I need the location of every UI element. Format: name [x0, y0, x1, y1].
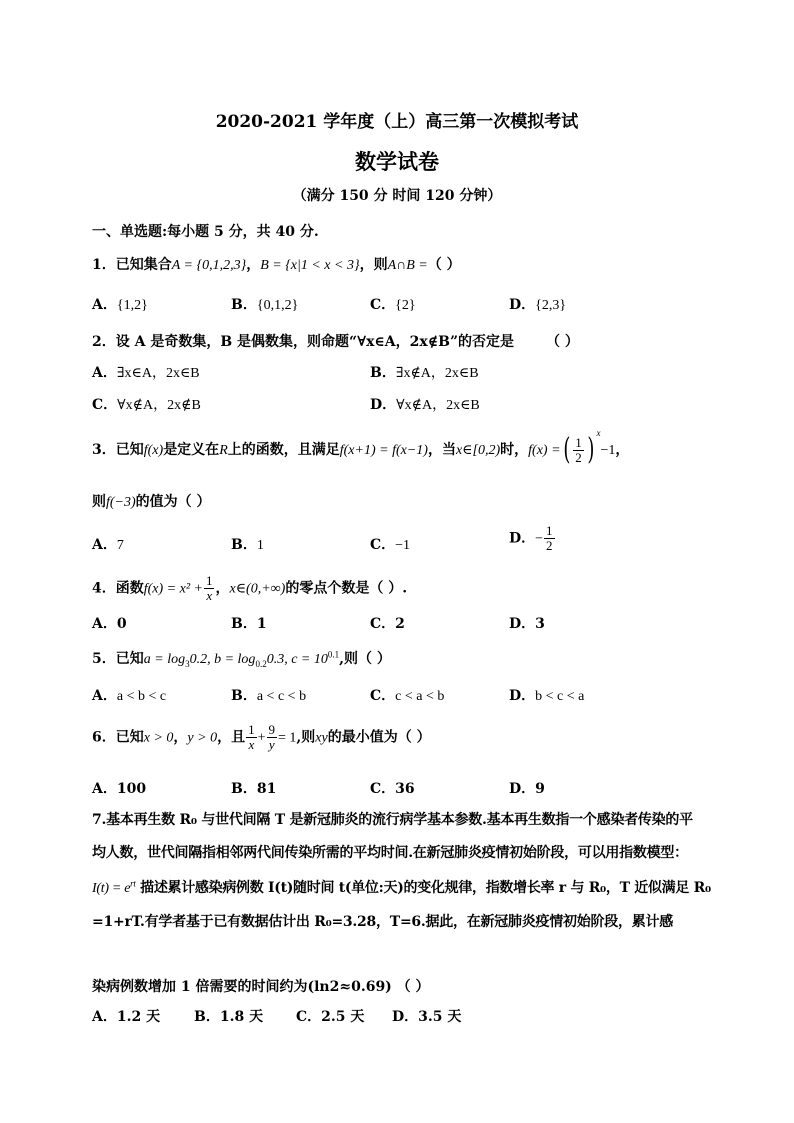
question-2-stem: 2．设 A 是奇数集，B 是偶数集，则命题“∀x∈A，2x∉B”的否定是 （ ）: [92, 334, 579, 350]
q2-option-c: C．∀x∉A，2x∉B: [92, 397, 201, 413]
question-7-line2: 均人数，世代间隔指相邻两代间传染所需的平均时间.在新冠肺炎疫情初始阶段，可以用指数模型：: [92, 845, 688, 861]
q6-option-a: A．100: [92, 781, 147, 797]
q7-option-b: B．1.8 天: [194, 1009, 264, 1025]
q3-option-b: B．1: [231, 537, 264, 553]
question-3-line2: 则f(−3)的值为（ ）: [92, 494, 211, 510]
question-6-stem: 6．已知x > 0，y > 0，且 $\frac{1}{x}$ + $\frac{9}{y}$ = 1,则xy的最小值为（ ）: [92, 722, 431, 752]
question-7-line4: =1+rT.有学者基于已有数据估计出 R₀=3.28，T=6.据此，在新冠肺炎疫情初始阶段，累计感: [92, 914, 674, 930]
question-7-line1: 7.基本再生数 R₀ 与世代间隔 T 是新冠肺炎的流行病学基本参数.基本再生数指一个感染者传染的平: [92, 812, 693, 828]
q2-option-d: D．∀x∉A，2x∈B: [370, 397, 480, 413]
q1-option-c: C．{2}: [370, 297, 416, 313]
q4-option-b: B．1: [231, 616, 267, 632]
q7-option-c: C．2.5 天: [296, 1009, 365, 1025]
q5-option-c: C．c < a < b: [370, 688, 445, 704]
q4-option-c: C．2: [370, 616, 405, 632]
exam-info: （满分 150 分 时间 120 分钟）: [292, 188, 502, 204]
q7-option-d: D．3.5 天: [392, 1009, 462, 1025]
question-7-line3: $I(t) = e^{rt}$ 描述累计感染病例数 I(t)随时间 t(单位:天)的变化规律，指数增长率 r 与 R₀，T 近似满足 R₀: [92, 878, 711, 896]
exam-subject: 数学试卷: [355, 149, 439, 174]
q3-option-d: D．− $\frac{1}{2}$: [509, 523, 553, 553]
q5-option-b: B．a < c < b: [231, 688, 307, 704]
q3-option-a: A．7: [92, 537, 124, 553]
q4-option-a: A．0: [92, 616, 127, 632]
question-3-stem: 3．已知f(x)是定义在R上的函数，且满足f(x+1) = f(x−1)，当x∈[0,2)时，f(x) =( $\frac{1}{2}$ ) $^x$−1，: [92, 428, 630, 467]
q1-option-a: A．{1,2}: [92, 297, 148, 313]
q1-option-b: B．{0,1,2}: [231, 297, 299, 313]
exam-title: 2020-2021 学年度（上）高三第一次模拟考试: [215, 112, 579, 132]
question-7-line5: 染病例数增加 1 倍需要的时间约为(ln2≈0.69) （ ）: [92, 979, 430, 995]
q2-option-b: B．∃x∉A，2x∈B: [370, 365, 479, 381]
q3-option-c: C．−1: [370, 537, 411, 553]
q1-option-d: D．{2,3}: [509, 297, 567, 313]
q6-option-d: D．9: [509, 781, 545, 797]
section-heading: 一、单选题:每小题 5 分，共 40 分.: [92, 224, 319, 240]
question-5-stem: 5．已知$a = \log_30.2$, $b = \log_{0.2}0.3$, $c = 10^{0.1}$,则（ ）: [92, 649, 391, 669]
q5-option-d: D．b < c < a: [509, 688, 585, 704]
q4-option-d: D．3: [509, 616, 545, 632]
q6-option-c: C．36: [370, 781, 415, 797]
q2-option-a: A．∃x∈A，2x∈B: [92, 365, 200, 381]
question-1-stem: 1．已知集合A = {0,1,2,3}，B = {x|1 < x < 3}，则A∩B =（ ）: [92, 257, 461, 273]
question-4-stem: 4．函数f(x) = x² + $\frac{1}{x}$ ，x∈(0,+∞)的零点个数是（ ）.: [92, 573, 408, 603]
q7-option-a: A．1.2 天: [92, 1009, 161, 1025]
q6-option-b: B．81: [231, 781, 277, 797]
q5-option-a: A．a < b < c: [92, 688, 167, 704]
